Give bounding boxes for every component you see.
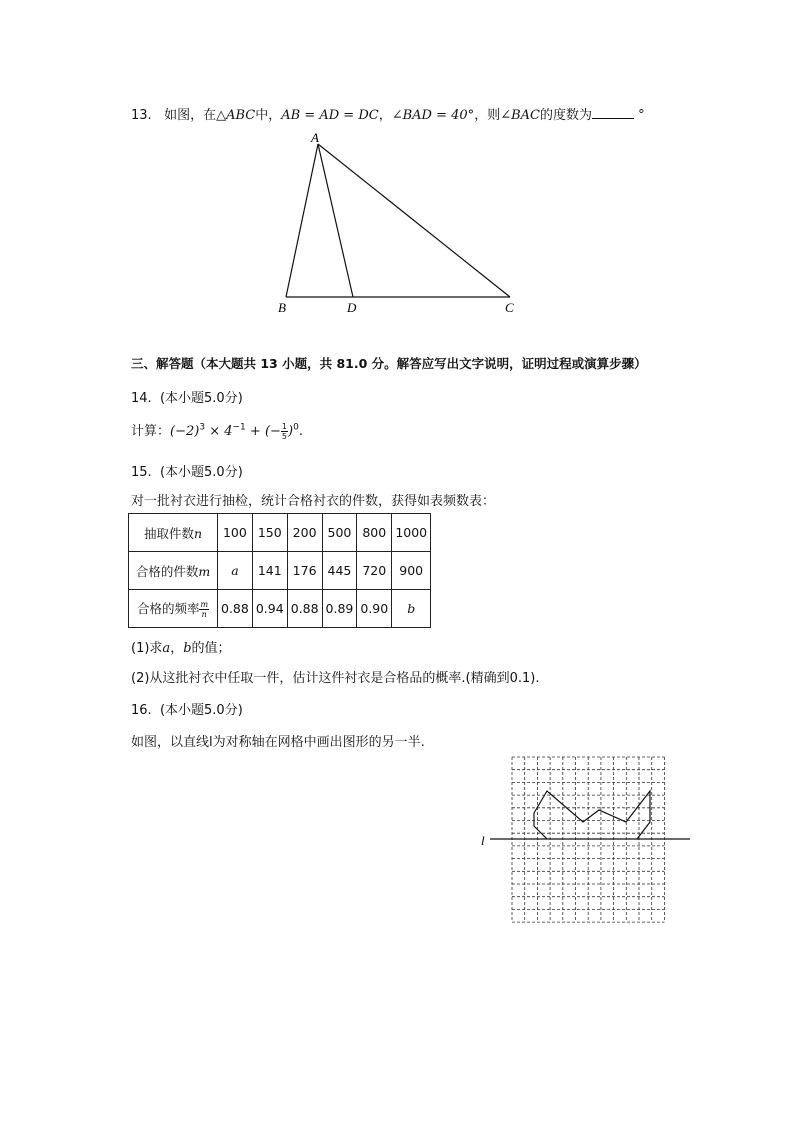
label-c: C <box>505 300 514 315</box>
table-cell: 0.89 <box>322 590 357 628</box>
label-b: B <box>278 300 286 315</box>
q16-text: 如图，以直线l为对称轴在网格中画出图形的另一半. <box>131 735 425 750</box>
q15-part1: (1)求a，b的值； <box>131 641 231 656</box>
table-cell: 200 <box>287 514 322 552</box>
q15-header: 15. (本小题5.0分) <box>131 465 243 480</box>
table-cell: 1000 <box>392 514 431 552</box>
table-cell: 800 <box>357 514 392 552</box>
frequency-table <box>128 513 431 628</box>
table-row <box>129 514 431 552</box>
triangle-figure <box>270 128 530 318</box>
given-figure-top <box>534 791 650 839</box>
q14-expression: 计算：$(-2)^3 \times 4^{-1}$ + (− $\frac{1}{5}$ )$^0$. <box>131 422 303 441</box>
q15-part2: (2)从这批衬衣中任取一件，估计这件衬衣是合格品的概率.(精确到0.1). <box>131 671 540 686</box>
row-header: 抽取件数n <box>129 514 218 552</box>
table-row <box>129 552 431 590</box>
label-a: A <box>311 130 319 145</box>
table-cell: 100 <box>218 514 253 552</box>
segment-ab <box>286 144 318 297</box>
row-header: 合格的频率 $\frac{m}{n}$ <box>129 590 218 628</box>
label-d: D <box>347 300 357 315</box>
section-heading: 三、解答题（本大题共 13 小题，共 81.0 分。解答应写出文字说明，证明过程或演算步骤） <box>131 356 647 371</box>
given-figure-left <box>534 813 547 839</box>
table-cell: 0.88 <box>287 590 322 628</box>
table-cell: 141 <box>252 552 287 590</box>
table-row <box>129 590 431 628</box>
line-label-l: l <box>481 833 485 848</box>
answer-blank <box>592 106 634 119</box>
segment-ac <box>318 144 510 297</box>
grid-figure <box>478 750 694 930</box>
table-cell: a <box>218 552 253 590</box>
table-cell: 0.94 <box>252 590 287 628</box>
table-cell: 720 <box>357 552 392 590</box>
q15-intro: 对一批衬衣进行抽检，统计合格衬衣的件数，获得如表频数表： <box>131 494 496 509</box>
table-cell: 445 <box>322 552 357 590</box>
row-header: 合格的件数m <box>129 552 218 590</box>
q13-text: 13. 如图，在△ABC中，AB = AD = DC，∠BAD = 40°，则∠BAC的度数为 ° <box>131 108 645 123</box>
table-cell: 150 <box>252 514 287 552</box>
table-cell: 500 <box>322 514 357 552</box>
fraction: $\frac{1}{5}$ <box>281 422 287 441</box>
table-cell: 176 <box>287 552 322 590</box>
q14-header: 14. (本小题5.0分) <box>131 391 243 406</box>
table-cell: 900 <box>392 552 431 590</box>
table-cell: 0.88 <box>218 590 253 628</box>
table-cell: b <box>392 590 431 628</box>
q16-header: 16. (本小题5.0分) <box>131 703 243 718</box>
table-cell: 0.90 <box>357 590 392 628</box>
